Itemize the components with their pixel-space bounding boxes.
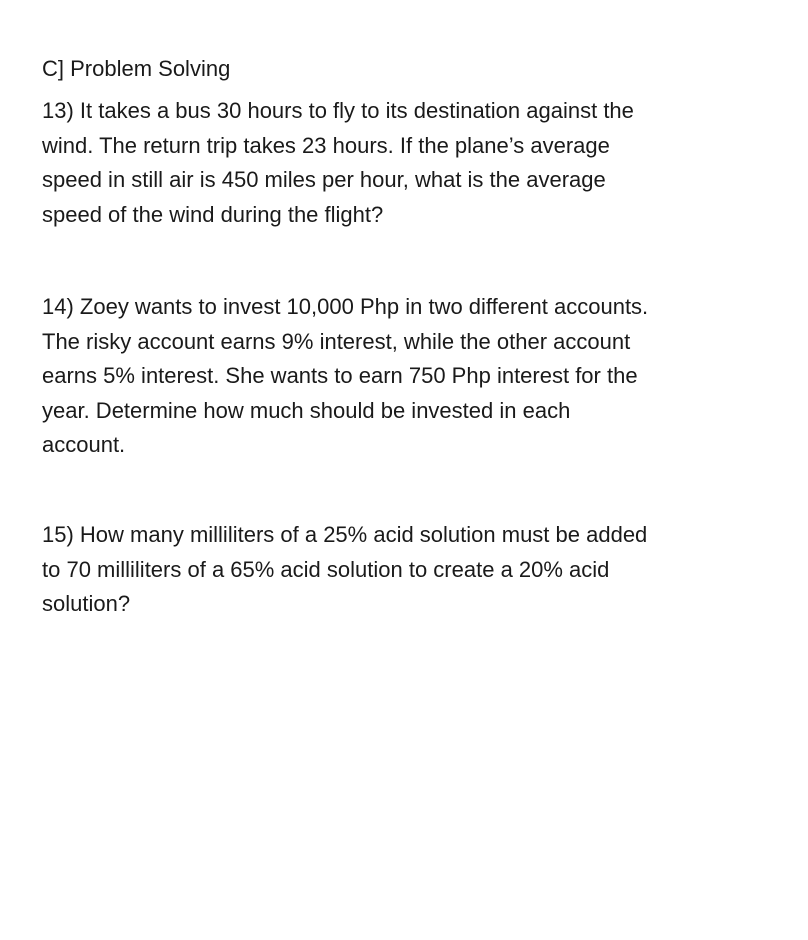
problem-13-line: wind. The return trip takes 23 hours. If the plane’s average (42, 132, 610, 158)
problem-14 (42, 290, 722, 463)
problem-15-line: solution? (42, 591, 131, 616)
problem-14-line: earns 5% interest. She wants to earn 750 Php interest for the (42, 363, 638, 388)
problem-14-line: account. (42, 432, 126, 457)
problem-13 (42, 94, 722, 232)
problem-13-line: speed of the wind during the flight? (42, 201, 384, 227)
section-title: C] Problem Solving (42, 56, 231, 81)
problem-14-line: The risky account earns 9% interest, while the other account (42, 328, 631, 354)
problem-15 (42, 518, 722, 622)
problem-13-line: speed in still air is 450 miles per hour, what is the average (42, 167, 606, 192)
problem-14-line: 14) Zoey wants to invest 10,000 Php in two different accounts. (42, 294, 649, 319)
problem-13-line: 13) It takes a bus 30 hours to fly to its destination against the (42, 98, 634, 123)
problem-15-line: 15) How many milliliters of a 25% acid solution must be added (42, 522, 648, 547)
problem-14-line: year. Determine how much should be invested in each (42, 397, 571, 423)
problem-15-line: to 70 milliliters of a 65% acid solution to create a 20% acid (42, 556, 610, 582)
